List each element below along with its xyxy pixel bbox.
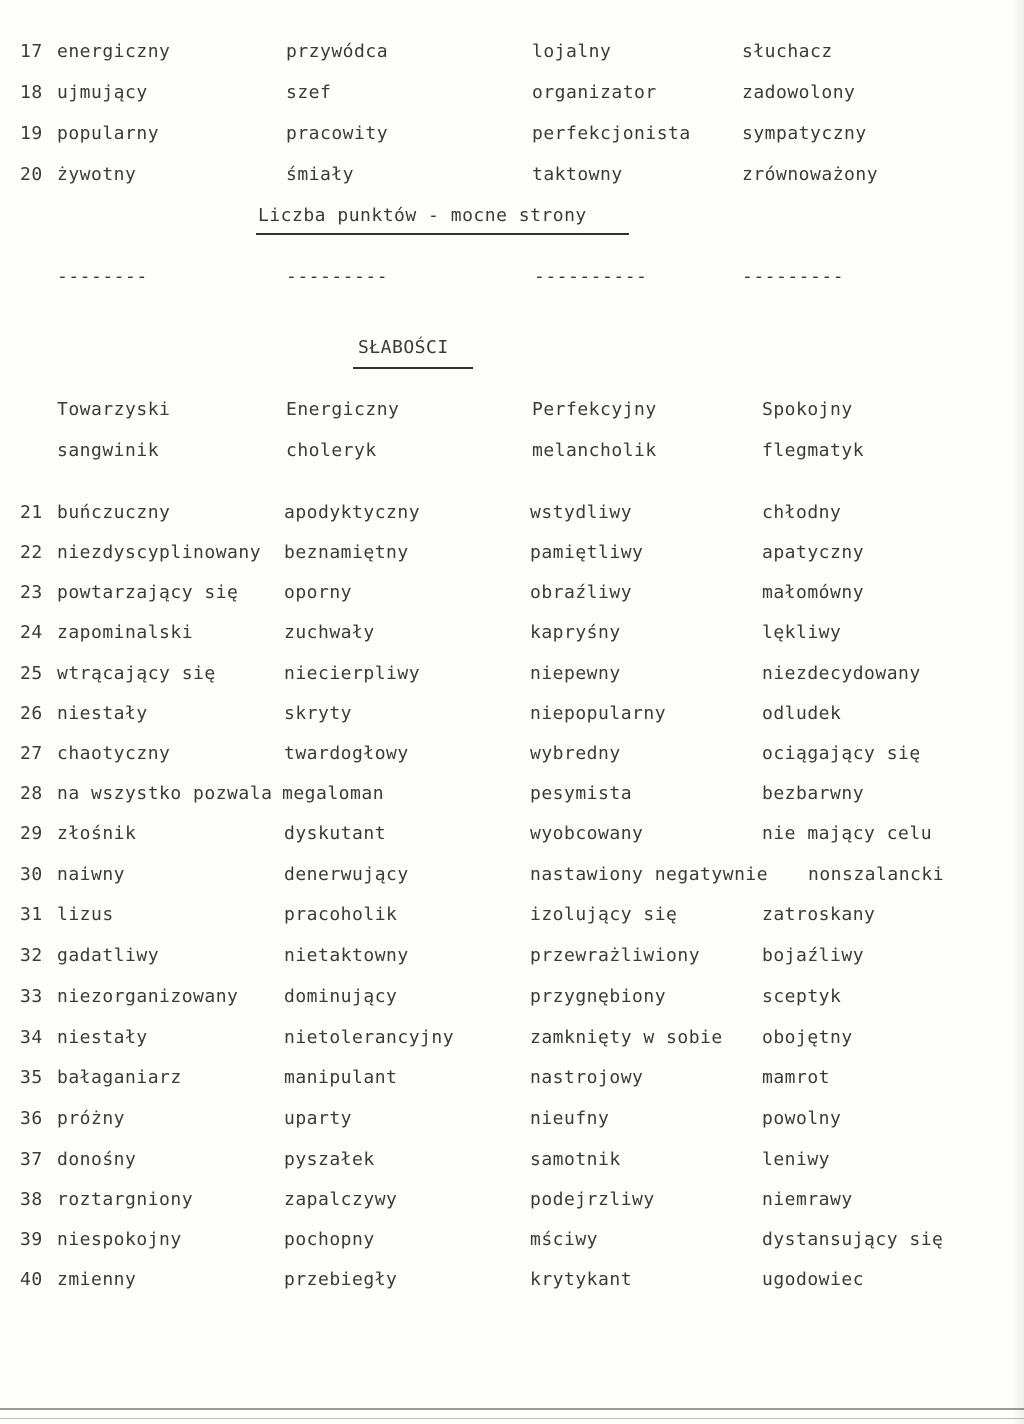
trait-phlegmatic: apatyczny xyxy=(762,542,865,563)
trait-sanguine: niespokojny xyxy=(57,1229,182,1250)
row-number: 39 xyxy=(20,1229,43,1250)
trait-choleric: oporny xyxy=(284,582,353,603)
table-row xyxy=(0,1229,1024,1259)
trait-phlegmatic: nie mający celu xyxy=(762,823,933,844)
trait-choleric: niecierpliwy xyxy=(284,663,421,684)
row-number: 20 xyxy=(20,164,43,185)
trait-melancholic: izolujący się xyxy=(530,904,678,925)
trait-choleric: beznamiętny xyxy=(284,542,409,563)
trait-melancholic: pamiętliwy xyxy=(530,542,644,563)
temperament-header: choleryk xyxy=(286,440,377,461)
table-row xyxy=(0,823,1024,853)
table-row xyxy=(0,1067,1024,1097)
trait-melancholic: obraźliwy xyxy=(530,582,633,603)
table-row xyxy=(0,864,1024,894)
trait-choleric: pochopny xyxy=(284,1229,375,1250)
row-number: 29 xyxy=(20,823,43,844)
trait-melancholic: wyobcowany xyxy=(530,823,644,844)
trait-sanguine: lizus xyxy=(57,904,114,925)
trait-choleric: skryty xyxy=(284,703,353,724)
trait-phlegmatic: obojętny xyxy=(762,1027,853,1048)
trait-choleric: pyszałek xyxy=(284,1149,375,1170)
table-row xyxy=(0,783,1024,813)
trait-phlegmatic: sympatyczny xyxy=(742,123,867,144)
trait-phlegmatic: leniwy xyxy=(762,1149,831,1170)
trait-choleric: denerwujący xyxy=(284,864,409,885)
table-row xyxy=(0,1189,1024,1219)
trait-sanguine: niestały xyxy=(57,703,148,724)
trait-phlegmatic: mamrot xyxy=(762,1067,831,1088)
trait-sanguine: niezdyscyplinowany xyxy=(57,542,262,563)
trait-phlegmatic: niezdecydowany xyxy=(762,663,921,684)
trait-melancholic: kapryśny xyxy=(530,622,621,643)
row-number: 22 xyxy=(20,542,43,563)
trait-sanguine: niezorganizowany xyxy=(57,986,239,1007)
trait-sanguine: energiczny xyxy=(57,41,171,62)
trait-sanguine: naiwny xyxy=(57,864,126,885)
section-underline xyxy=(353,367,473,369)
page-bottom-edge-shadow xyxy=(0,1418,1024,1419)
trait-sanguine: złośnik xyxy=(57,823,137,844)
trait-sanguine: chaotyczny xyxy=(57,743,171,764)
type-header: Energiczny xyxy=(286,399,400,420)
row-number: 35 xyxy=(20,1067,43,1088)
row-number: 31 xyxy=(20,904,43,925)
trait-phlegmatic: zadowolony xyxy=(742,82,856,103)
trait-sanguine: wtrącający się xyxy=(57,663,216,684)
row-number: 17 xyxy=(20,41,43,62)
trait-sanguine: ujmujący xyxy=(57,82,148,103)
trait-phlegmatic: niemrawy xyxy=(762,1189,853,1210)
trait-phlegmatic: zatroskany xyxy=(762,904,876,925)
trait-melancholic: nastrojowy xyxy=(530,1067,644,1088)
trait-melancholic: krytykant xyxy=(530,1269,633,1290)
row-number: 32 xyxy=(20,945,43,966)
table-row xyxy=(0,904,1024,934)
trait-phlegmatic: dystansujący się xyxy=(762,1229,944,1250)
type-header-row xyxy=(0,399,1024,429)
trait-melancholic: wstydliwy xyxy=(530,502,633,523)
row-number: 27 xyxy=(20,743,43,764)
trait-choleric: pracoholik xyxy=(284,904,398,925)
trait-choleric: megaloman xyxy=(282,783,385,804)
row-number: 40 xyxy=(20,1269,43,1290)
trait-sanguine: gadatliwy xyxy=(57,945,160,966)
row-number: 26 xyxy=(20,703,43,724)
trait-phlegmatic: słuchacz xyxy=(742,41,833,62)
trait-choleric: uparty xyxy=(284,1108,353,1129)
trait-sanguine: roztargniony xyxy=(57,1189,194,1210)
table-row xyxy=(0,1269,1024,1299)
temperament-header: sangwinik xyxy=(57,440,160,461)
trait-choleric: twardogłowy xyxy=(284,743,409,764)
row-number: 24 xyxy=(20,622,43,643)
row-number: 28 xyxy=(20,783,43,804)
table-row xyxy=(0,663,1024,693)
table-row xyxy=(0,1149,1024,1179)
trait-choleric: przebiegły xyxy=(284,1269,398,1290)
trait-phlegmatic: chłodny xyxy=(762,502,842,523)
row-number: 37 xyxy=(20,1149,43,1170)
temperament-header-row xyxy=(0,440,1024,470)
trait-choleric: manipulant xyxy=(284,1067,398,1088)
table-row xyxy=(0,622,1024,652)
trait-phlegmatic: bezbarwny xyxy=(762,783,865,804)
trait-phlegmatic: zrównoważony xyxy=(742,164,879,185)
trait-phlegmatic: nonszalancki xyxy=(808,864,945,885)
trait-choleric: szef xyxy=(286,82,332,103)
trait-sanguine: donośny xyxy=(57,1149,137,1170)
type-header: Spokojny xyxy=(762,399,853,420)
row-number: 36 xyxy=(20,1108,43,1129)
row-number: 34 xyxy=(20,1027,43,1048)
trait-melancholic: pesymista xyxy=(530,783,633,804)
trait-sanguine: powtarzający się xyxy=(57,582,239,603)
table-row xyxy=(0,986,1024,1016)
trait-melancholic: nastawiony negatywnie xyxy=(530,864,769,885)
trait-phlegmatic: ociągający się xyxy=(762,743,921,764)
trait-melancholic: zamknięty w sobie xyxy=(530,1027,723,1048)
trait-sanguine: zmienny xyxy=(57,1269,137,1290)
trait-melancholic: niepewny xyxy=(530,663,621,684)
trait-sanguine: na wszystko pozwala xyxy=(57,783,273,804)
points-label: Liczba punktów - mocne strony xyxy=(258,205,587,226)
trait-choleric: zapalczywy xyxy=(284,1189,398,1210)
trait-melancholic: przygnębiony xyxy=(530,986,667,1007)
row-number: 30 xyxy=(20,864,43,885)
trait-sanguine: żywotny xyxy=(57,164,137,185)
trait-phlegmatic: małomówny xyxy=(762,582,865,603)
row-number: 23 xyxy=(20,582,43,603)
trait-melancholic: podejrzliwy xyxy=(530,1189,655,1210)
trait-sanguine: niestały xyxy=(57,1027,148,1048)
trait-choleric: dominujący xyxy=(284,986,398,1007)
type-header: Towarzyski xyxy=(57,399,171,420)
table-row xyxy=(0,945,1024,975)
trait-melancholic: mściwy xyxy=(530,1229,599,1250)
trait-melancholic: nieufny xyxy=(530,1108,610,1129)
trait-phlegmatic: sceptyk xyxy=(762,986,842,1007)
trait-choleric: zuchwały xyxy=(284,622,375,643)
table-row xyxy=(0,123,1024,153)
trait-sanguine: bałaganiarz xyxy=(57,1067,182,1088)
row-number: 33 xyxy=(20,986,43,1007)
trait-sanguine: zapominalski xyxy=(57,622,194,643)
trait-choleric: przywódca xyxy=(286,41,389,62)
trait-melancholic: organizator xyxy=(532,82,657,103)
trait-sanguine: buńczuczny xyxy=(57,502,171,523)
trait-sanguine: próżny xyxy=(57,1108,126,1129)
score-blank-sanguine: -------- xyxy=(57,266,148,287)
trait-melancholic: wybredny xyxy=(530,743,621,764)
type-header: Perfekcyjny xyxy=(532,399,657,420)
row-number: 25 xyxy=(20,663,43,684)
temperament-header: flegmatyk xyxy=(762,440,865,461)
row-number: 38 xyxy=(20,1189,43,1210)
trait-phlegmatic: odludek xyxy=(762,703,842,724)
row-number: 21 xyxy=(20,502,43,523)
trait-choleric: nietolerancyjny xyxy=(284,1027,455,1048)
trait-melancholic: przewrażliwiony xyxy=(530,945,701,966)
table-row xyxy=(0,1108,1024,1138)
trait-melancholic: lojalny xyxy=(532,41,612,62)
trait-melancholic: perfekcjonista xyxy=(532,123,691,144)
score-blank-choleric: --------- xyxy=(286,266,389,287)
section-title: SŁABOŚCI xyxy=(358,337,449,358)
table-row xyxy=(0,82,1024,112)
trait-choleric: apodyktyczny xyxy=(284,502,421,523)
trait-phlegmatic: powolny xyxy=(762,1108,842,1129)
table-row xyxy=(0,164,1024,194)
table-row xyxy=(0,1027,1024,1057)
table-row xyxy=(0,502,1024,532)
row-number: 19 xyxy=(20,123,43,144)
table-row xyxy=(0,542,1024,572)
score-blank-phlegmatic: --------- xyxy=(742,266,845,287)
trait-phlegmatic: ugodowiec xyxy=(762,1269,865,1290)
trait-sanguine: popularny xyxy=(57,123,160,144)
trait-phlegmatic: bojaźliwy xyxy=(762,945,865,966)
temperament-header: melancholik xyxy=(532,440,657,461)
trait-melancholic: niepopularny xyxy=(530,703,667,724)
page-right-shadow xyxy=(1012,0,1024,1424)
trait-phlegmatic: lękliwy xyxy=(762,622,842,643)
score-blank-melancholic: ---------- xyxy=(534,266,648,287)
trait-melancholic: samotnik xyxy=(530,1149,621,1170)
trait-choleric: nietaktowny xyxy=(284,945,409,966)
table-row xyxy=(0,703,1024,733)
table-row xyxy=(0,743,1024,773)
page-bottom-edge xyxy=(0,1408,1024,1410)
table-row xyxy=(0,41,1024,71)
trait-choleric: pracowity xyxy=(286,123,389,144)
trait-choleric: dyskutant xyxy=(284,823,387,844)
trait-choleric: śmiały xyxy=(286,164,355,185)
trait-melancholic: taktowny xyxy=(532,164,623,185)
row-number: 18 xyxy=(20,82,43,103)
points-underline xyxy=(256,233,629,235)
table-row xyxy=(0,582,1024,612)
